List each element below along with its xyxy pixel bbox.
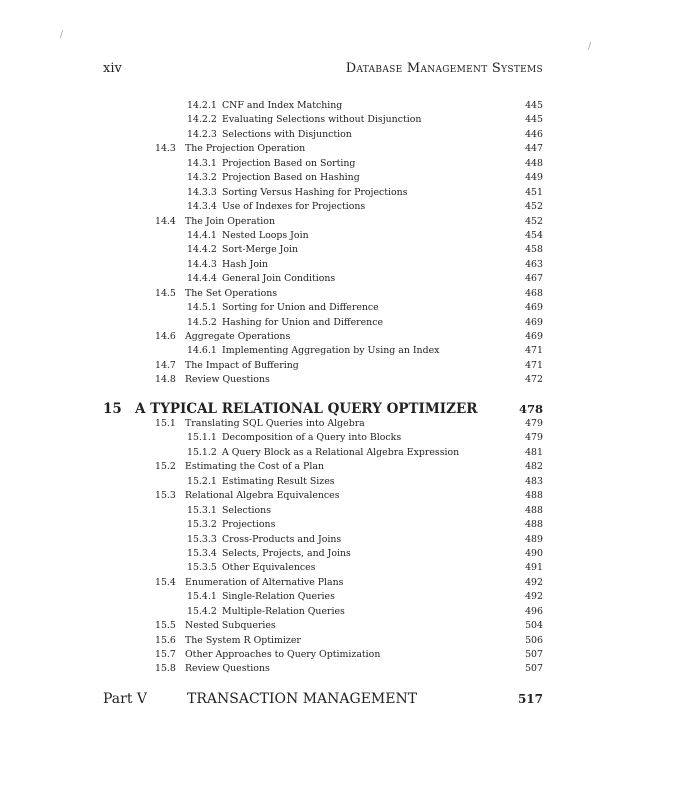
running-page-number: xiv: [103, 61, 122, 76]
toc-chapter15-entries: [103, 417, 543, 677]
toc-section-entry[interactable]: [103, 460, 543, 474]
toc-part-heading[interactable]: [103, 690, 543, 708]
entry-title: A Query Block as a Relational Algebra Expression: [222, 446, 460, 458]
entry-num: 14.4: [155, 215, 176, 227]
entry-page: 491: [525, 562, 543, 574]
entry-title: Selections: [222, 504, 272, 516]
entry-title: Projection Based on Hashing: [222, 172, 360, 184]
chapter-page: 478: [518, 402, 543, 416]
entry-title: Evaluating Selections without Disjunction: [222, 114, 422, 126]
entry-title: Nested Subqueries: [185, 620, 276, 632]
entry-page: 471: [525, 359, 543, 371]
running-book-title: Database Management Systems: [345, 61, 543, 76]
entry-title: The System R Optimizer: [185, 634, 301, 646]
entry-page: 507: [525, 663, 543, 675]
entry-title: Estimating the Cost of a Plan: [185, 461, 324, 473]
entry-page: 451: [525, 186, 543, 198]
entry-page: 445: [525, 100, 543, 111]
entry-num: 14.3.1: [187, 157, 217, 169]
toc-subsection-entry[interactable]: [103, 431, 543, 445]
entry-page: 469: [525, 316, 543, 328]
toc-subsection-entry[interactable]: [103, 518, 543, 532]
entry-page: 507: [525, 649, 543, 660]
entry-num: 14.4.3: [187, 258, 217, 270]
toc-section-entry[interactable]: [103, 662, 543, 676]
part-title: TRANSACTION MANAGEMENT: [187, 691, 418, 707]
entry-num: 15.7: [155, 649, 176, 660]
entry-title: Aggregate Operations: [185, 331, 291, 342]
entry-title: Review Questions: [185, 374, 270, 386]
entry-title: The Impact of Buffering: [185, 359, 299, 371]
entry-title: Translating SQL Queries into Algebra: [185, 418, 365, 429]
toc-section-entry[interactable]: [103, 489, 543, 503]
toc-subsection-entry[interactable]: [103, 186, 543, 200]
toc-subsection-entry[interactable]: [103, 272, 543, 286]
entry-title: Selections with Disjunction: [222, 128, 352, 140]
scan-mark: /: [588, 42, 592, 52]
toc-subsection-entry[interactable]: [103, 533, 543, 547]
toc-subsection-entry[interactable]: [103, 243, 543, 257]
entry-num: 14.5: [155, 287, 176, 299]
entry-num: 14.4.2: [187, 244, 217, 256]
entry-num: 15.5: [155, 620, 176, 632]
entry-title: Nested Loops Join: [222, 229, 309, 241]
entry-page: 469: [525, 331, 543, 342]
entry-page: 488: [525, 519, 543, 531]
entry-num: 14.3.2: [187, 172, 217, 184]
entry-title: Sorting for Union and Difference: [222, 302, 379, 314]
entry-num: 14.6.1: [187, 345, 217, 357]
toc-section-entry[interactable]: [103, 576, 543, 590]
entry-num: 14.4.4: [187, 273, 217, 285]
toc-subsection-entry[interactable]: [103, 128, 543, 142]
entry-page: 452: [525, 215, 543, 227]
scan-mark: /: [60, 30, 64, 40]
toc-subsection-entry[interactable]: [103, 344, 543, 358]
toc-subsection-entry[interactable]: [103, 301, 543, 315]
entry-num: 15.3.2: [187, 519, 217, 531]
toc-section-entry[interactable]: [103, 359, 543, 373]
entry-title: Implementing Aggregation by Using an Index: [222, 345, 440, 357]
entry-num: 14.4.1: [187, 229, 217, 241]
entry-num: 14.3.3: [187, 186, 217, 198]
toc-subsection-entry[interactable]: [103, 590, 543, 604]
entry-title: Hash Join: [222, 258, 269, 270]
entry-page: 446: [525, 128, 543, 140]
entry-num: 15.1: [155, 418, 176, 429]
entry-num: 14.7: [155, 359, 176, 371]
entry-num: 15.3.4: [187, 547, 217, 559]
entry-title: Single-Relation Queries: [222, 591, 335, 603]
toc-subsection-entry[interactable]: [103, 504, 543, 518]
entry-page: 488: [525, 504, 543, 516]
entry-title: Multiple-Relation Queries: [222, 605, 345, 617]
part-page: 517: [517, 692, 543, 706]
toc-section-entry[interactable]: [103, 330, 543, 344]
entry-num: 15.1.2: [187, 446, 217, 458]
toc-section-entry[interactable]: [103, 215, 543, 229]
entry-num: 15.2.1: [187, 475, 217, 487]
entry-title: Projection Based on Sorting: [222, 157, 356, 169]
entry-page: 463: [525, 258, 543, 270]
entry-num: 15.4.1: [187, 591, 217, 603]
entry-title: Sorting Versus Hashing for Projections: [222, 186, 408, 198]
entry-title: The Set Operations: [185, 287, 278, 299]
entry-num: 15.3.1: [187, 504, 217, 516]
entry-title: Sort-Merge Join: [222, 244, 299, 256]
entry-page: 454: [525, 229, 543, 241]
entry-num: 15.3.3: [187, 533, 217, 545]
toc-section-entry[interactable]: [103, 648, 543, 662]
entry-page: 490: [525, 547, 543, 559]
entry-title: Cross-Products and Joins: [222, 533, 342, 545]
entry-page: 452: [525, 201, 543, 213]
toc-subsection-entry[interactable]: [103, 200, 543, 214]
entry-num: 14.5.1: [187, 302, 217, 314]
entry-num: 14.2.1: [187, 100, 217, 111]
toc-subsection-entry[interactable]: [103, 99, 543, 113]
entry-title: The Join Operation: [185, 215, 275, 227]
toc-section-entry[interactable]: [103, 634, 543, 648]
entry-num: 15.4.2: [187, 605, 217, 617]
entry-num: 15.4: [155, 576, 176, 588]
entry-num: 14.2.3: [187, 128, 217, 140]
entry-title: Other Equivalences: [222, 562, 316, 574]
entry-title: Use of Indexes for Projections: [222, 201, 366, 213]
toc-subsection-entry[interactable]: [103, 547, 543, 561]
toc-section-entry[interactable]: [103, 373, 543, 387]
entry-num: 14.8: [155, 374, 176, 386]
toc-chapter-15-heading[interactable]: [103, 400, 543, 418]
toc-subsection-entry[interactable]: [103, 258, 543, 272]
chapter-number: 15: [103, 401, 122, 417]
toc-section-entry[interactable]: [103, 417, 543, 431]
entry-title: Estimating Result Sizes: [222, 475, 335, 487]
entry-page: 448: [525, 157, 543, 169]
entry-page: 483: [525, 475, 543, 487]
entry-page: 496: [525, 605, 543, 617]
entry-page: 471: [525, 345, 543, 357]
entry-page: 479: [525, 432, 543, 444]
entry-title: Review Questions: [185, 663, 270, 675]
toc-subsection-entry[interactable]: [103, 229, 543, 243]
entry-page: 447: [525, 143, 543, 155]
entry-page: 492: [525, 576, 543, 588]
entry-title: Selects, Projects, and Joins: [222, 547, 351, 559]
toc-subsection-entry[interactable]: [103, 113, 543, 127]
entry-title: General Join Conditions: [222, 273, 336, 285]
entry-page: 445: [525, 114, 543, 126]
entry-title: Relational Algebra Equivalences: [185, 490, 340, 502]
entry-title: Hashing for Union and Difference: [222, 316, 384, 328]
toc-subsection-entry[interactable]: [103, 605, 543, 619]
toc-section-entry[interactable]: [103, 287, 543, 301]
entry-page: 492: [525, 591, 543, 603]
entry-title: The Projection Operation: [185, 143, 306, 155]
entry-title: Decomposition of a Query into Blocks: [222, 432, 402, 444]
entry-num: 14.3.4: [187, 201, 217, 213]
entry-num: 15.6: [155, 634, 176, 646]
chapter-title: A TYPICAL RELATIONAL QUERY OPTIMIZER: [135, 401, 478, 417]
entry-page: 472: [525, 374, 543, 386]
entry-title: Projections: [222, 519, 276, 531]
entry-num: 14.3: [155, 143, 176, 155]
toc-subsection-entry[interactable]: [103, 157, 543, 171]
entry-num: 15.3.5: [187, 562, 217, 574]
entry-page: 488: [525, 490, 543, 502]
entry-page: 449: [525, 172, 543, 184]
entry-num: 15.1.1: [187, 432, 217, 444]
entry-page: 489: [525, 533, 543, 545]
toc-chapter14-entries: [103, 99, 543, 388]
entry-page: 504: [525, 620, 543, 632]
toc-subsection-entry[interactable]: [103, 171, 543, 185]
entry-page: 458: [525, 244, 543, 256]
entry-page: 469: [525, 302, 543, 314]
toc-section-entry[interactable]: [103, 142, 543, 156]
entry-page: 467: [525, 273, 543, 285]
toc-subsection-entry[interactable]: [103, 316, 543, 330]
entry-num: 15.3: [155, 490, 176, 502]
entry-num: 14.6: [155, 331, 176, 342]
entry-num: 15.2: [155, 461, 176, 473]
toc-subsection-entry[interactable]: [103, 475, 543, 489]
toc-subsection-entry[interactable]: [103, 561, 543, 575]
toc-section-entry[interactable]: [103, 619, 543, 633]
entry-page: 481: [525, 446, 543, 458]
entry-title: Other Approaches to Query Optimization: [185, 649, 381, 660]
toc-subsection-entry[interactable]: [103, 446, 543, 460]
part-label: Part V: [103, 691, 148, 707]
entry-num: 14.2.2: [187, 114, 217, 126]
entry-page: 468: [525, 287, 543, 299]
entry-title: Enumeration of Alternative Plans: [185, 576, 344, 588]
entry-num: 15.8: [155, 663, 176, 675]
entry-num: 14.5.2: [187, 316, 217, 328]
entry-title: CNF and Index Matching: [222, 100, 343, 111]
entry-page: 482: [525, 461, 543, 473]
entry-page: 479: [525, 418, 543, 429]
entry-page: 506: [525, 634, 543, 646]
